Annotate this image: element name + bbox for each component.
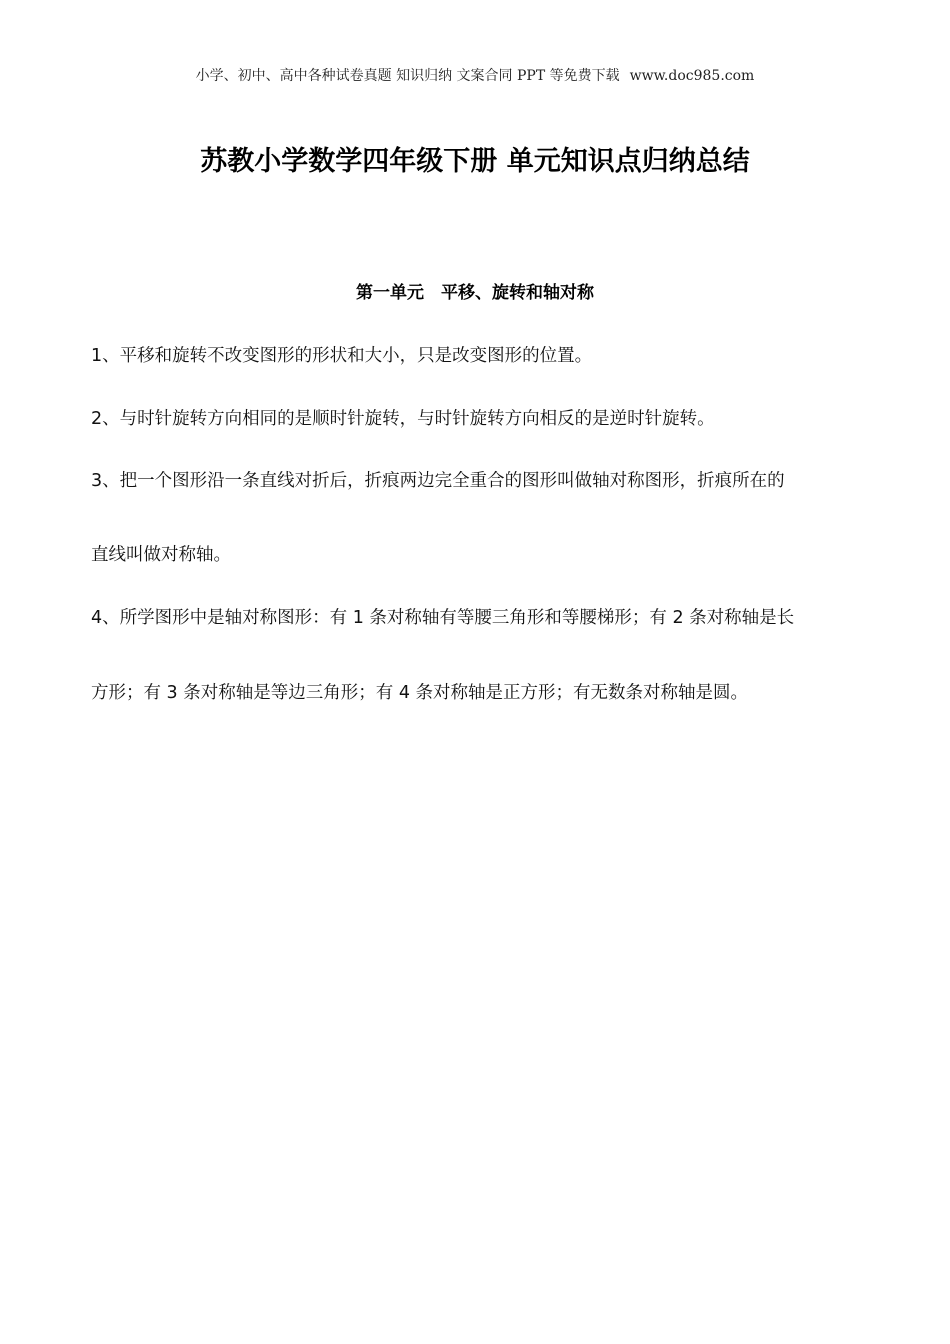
paragraph-1: 1、平移和旋转不改变图形的形状和大小，只是改变图形的位置。 bbox=[91, 346, 593, 366]
header-text: 小学、初中、高中各种试卷真题 知识归纳 文案合同 PPT 等免费下载 bbox=[195, 68, 620, 84]
paragraph-4-line-1: 4、所学图形中是轴对称图形：有 1 条对称轴有等腰三角形和等腰梯形；有 2 条对称轴是长 bbox=[91, 608, 795, 628]
page-header bbox=[0, 64, 950, 88]
section-title: 第一单元 平移、旋转和轴对称 bbox=[356, 283, 594, 303]
paragraph-4-line-2: 方形；有 3 条对称轴是等边三角形；有 4 条对称轴是正方形；有无数条对称轴是圆。 bbox=[91, 683, 749, 703]
paragraph-2: 2、与时针旋转方向相同的是顺时针旋转，与时针旋转方向相反的是逆时针旋转。 bbox=[91, 409, 715, 429]
document-title: 苏教小学数学四年级下册 单元知识点归纳总结 bbox=[200, 146, 750, 177]
header-site-link[interactable]: www.doc985.com bbox=[629, 68, 755, 84]
paragraph-3-line-2: 直线叫做对称轴。 bbox=[91, 545, 231, 565]
paragraph-3-line-1: 3、把一个图形沿一条直线对折后，折痕两边完全重合的图形叫做轴对称图形，折痕所在的 bbox=[91, 471, 785, 491]
